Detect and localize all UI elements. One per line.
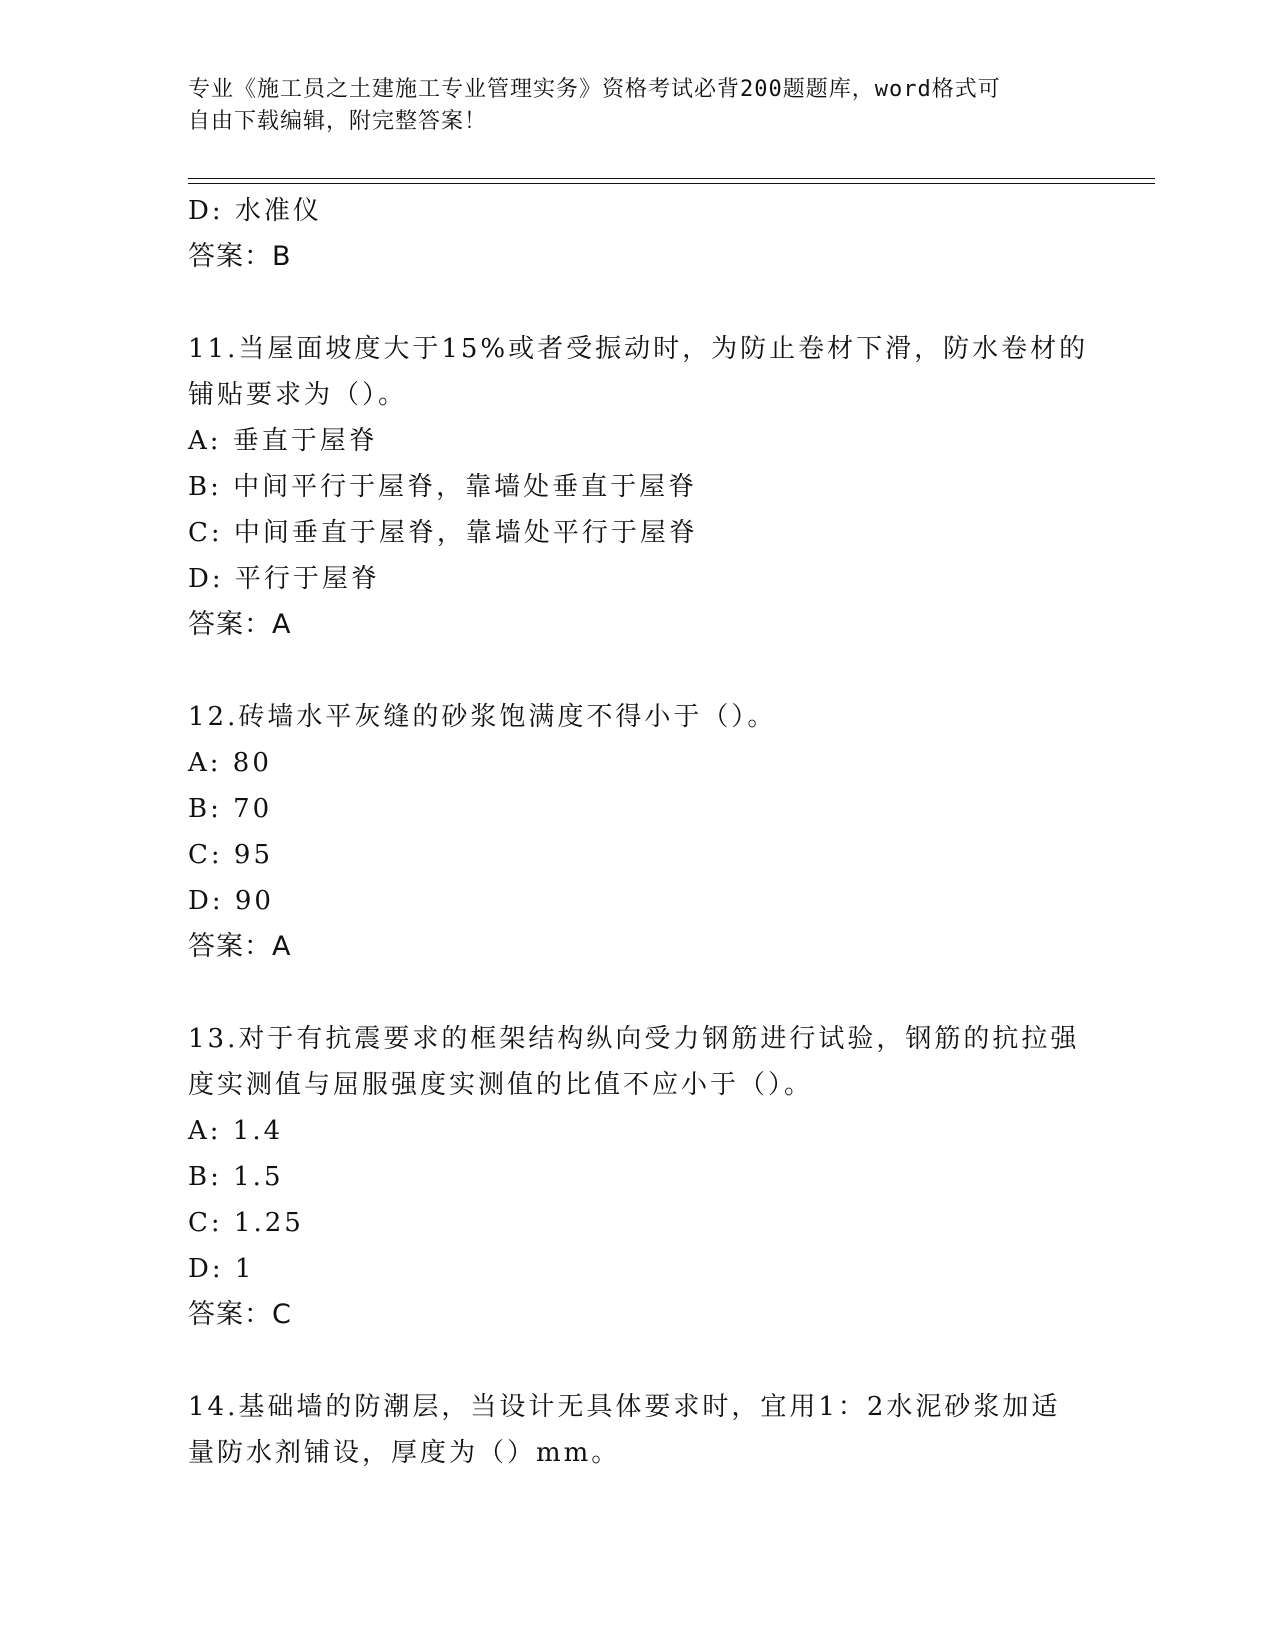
option-c: C: 中间垂直于屋脊，靠墙处平行于屋脊 xyxy=(188,518,698,548)
header-divider-bottom xyxy=(188,183,1155,184)
header-divider-top xyxy=(188,178,1155,179)
question-stem: 12.砖墙水平灰缝的砂浆饱满度不得小于（）。 xyxy=(188,702,777,732)
question-11 xyxy=(188,326,1088,648)
question-stem: 11.当屋面坡度大于15%或者受振动时，为防止卷材下滑，防水卷材的 xyxy=(188,334,1089,364)
header-line-1: 专业《施工员之土建施工专业管理实务》资格考试必背200题题库，word格式可 xyxy=(188,77,1001,102)
question-gap xyxy=(188,970,1088,1016)
option-b: B: 1.5 xyxy=(188,1162,284,1192)
document-header xyxy=(188,74,1088,138)
question-stem: 13.对于有抗震要求的框架结构纵向受力钢筋进行试验，钢筋的抗拉强 xyxy=(188,1024,1080,1054)
option-a: A: 80 xyxy=(188,748,272,778)
prev-option-d: D: 水准仪 xyxy=(188,196,322,226)
question-gap xyxy=(188,280,1088,326)
prev-answer: 答案：B xyxy=(188,241,292,272)
option-c: C: 95 xyxy=(188,840,274,870)
option-b: B: 70 xyxy=(188,794,273,824)
option-d: D: 90 xyxy=(188,886,274,916)
option-d: D: 1 xyxy=(188,1254,255,1284)
header-line-2: 自由下载编辑，附完整答案！ xyxy=(188,109,488,134)
option-d: D: 平行于屋脊 xyxy=(188,564,380,594)
question-14 xyxy=(188,1384,1088,1476)
answer: 答案：A xyxy=(188,609,292,640)
question-stem: 14.基础墙的防潮层，当设计无具体要求时，宜用1：2水泥砂浆加适 xyxy=(188,1392,1061,1422)
question-12 xyxy=(188,694,1088,970)
question-stem: 量防水剂铺设，厚度为（）mm。 xyxy=(188,1438,621,1468)
answer: 答案：A xyxy=(188,931,292,962)
question-stem: 铺贴要求为（）。 xyxy=(188,380,408,410)
option-b: B: 中间平行于屋脊，靠墙处垂直于屋脊 xyxy=(188,472,698,502)
question-gap xyxy=(188,648,1088,694)
question-gap xyxy=(188,1338,1088,1384)
question-list xyxy=(188,188,1088,1476)
option-a: A: 1.4 xyxy=(188,1116,284,1146)
answer: 答案：C xyxy=(188,1299,292,1330)
option-a: A: 垂直于屋脊 xyxy=(188,426,378,456)
question-stem: 度实测值与屈服强度实测值的比值不应小于（）。 xyxy=(188,1070,814,1100)
option-c: C: 1.25 xyxy=(188,1208,304,1238)
question-13 xyxy=(188,1016,1088,1338)
